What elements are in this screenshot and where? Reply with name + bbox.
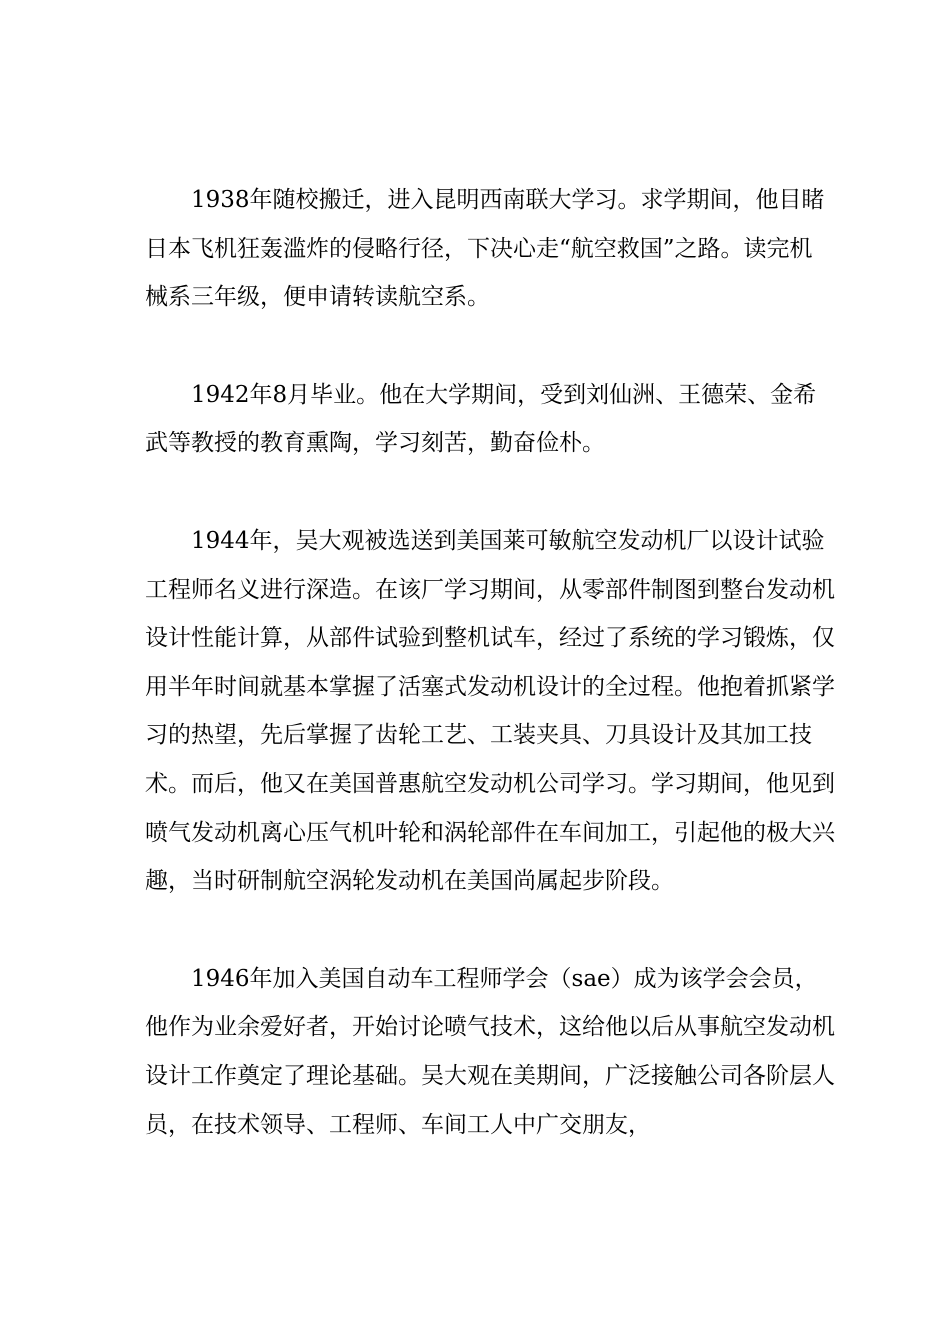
paragraph-1944: 1944年，吴大观被选送到美国莱可敏航空发动机厂以设计试验工程师名义进行深造。在该厂学习期间，从零部件制图到整台发动机设计性能计算，从部件试验到整机试车，经过了系统的学习锻炼，仅用半年时间就基本掌握了活塞式发动机设计的全过程。他抱着抓紧学习的热望，先后掌握了齿轮工艺、工装夹具、刀具设计及其加工技术。而后，他又在美国普惠航空发动机公司学习。学习期间，他见到喷气发动机离心压气机叶轮和涡轮部件在车间加工，引起他的极大兴趣，当时研制航空涡轮发动机在美国尚属起步阶段。	[145, 527, 835, 895]
paragraph-1946: 1946年加入美国自动车工程师学会（sae）成为该学会会员，他作为业余爱好者，开始讨论喷气技术，这给他以后从事航空发动机设计工作奠定了理论基础。吴大观在美期间，广泛接触公司各阶层人员，在技术领导、工程师、车间工人中广交朋友，	[145, 965, 835, 1138]
document-body	[145, 176, 835, 1149]
paragraph-1938: 1938年随校搬迁，进入昆明西南联大学习。求学期间，他目睹日本飞机狂轰滥炸的侵略行径，下决心走“航空救国”之路。读完机械系三年级，便申请转读航空系。	[145, 187, 825, 311]
paragraph-1942: 1942年8月毕业。他在大学期间，受到刘仙洲、王德荣、金希武等教授的教育熏陶，学习刻苦，勤奋俭朴。	[145, 381, 817, 457]
